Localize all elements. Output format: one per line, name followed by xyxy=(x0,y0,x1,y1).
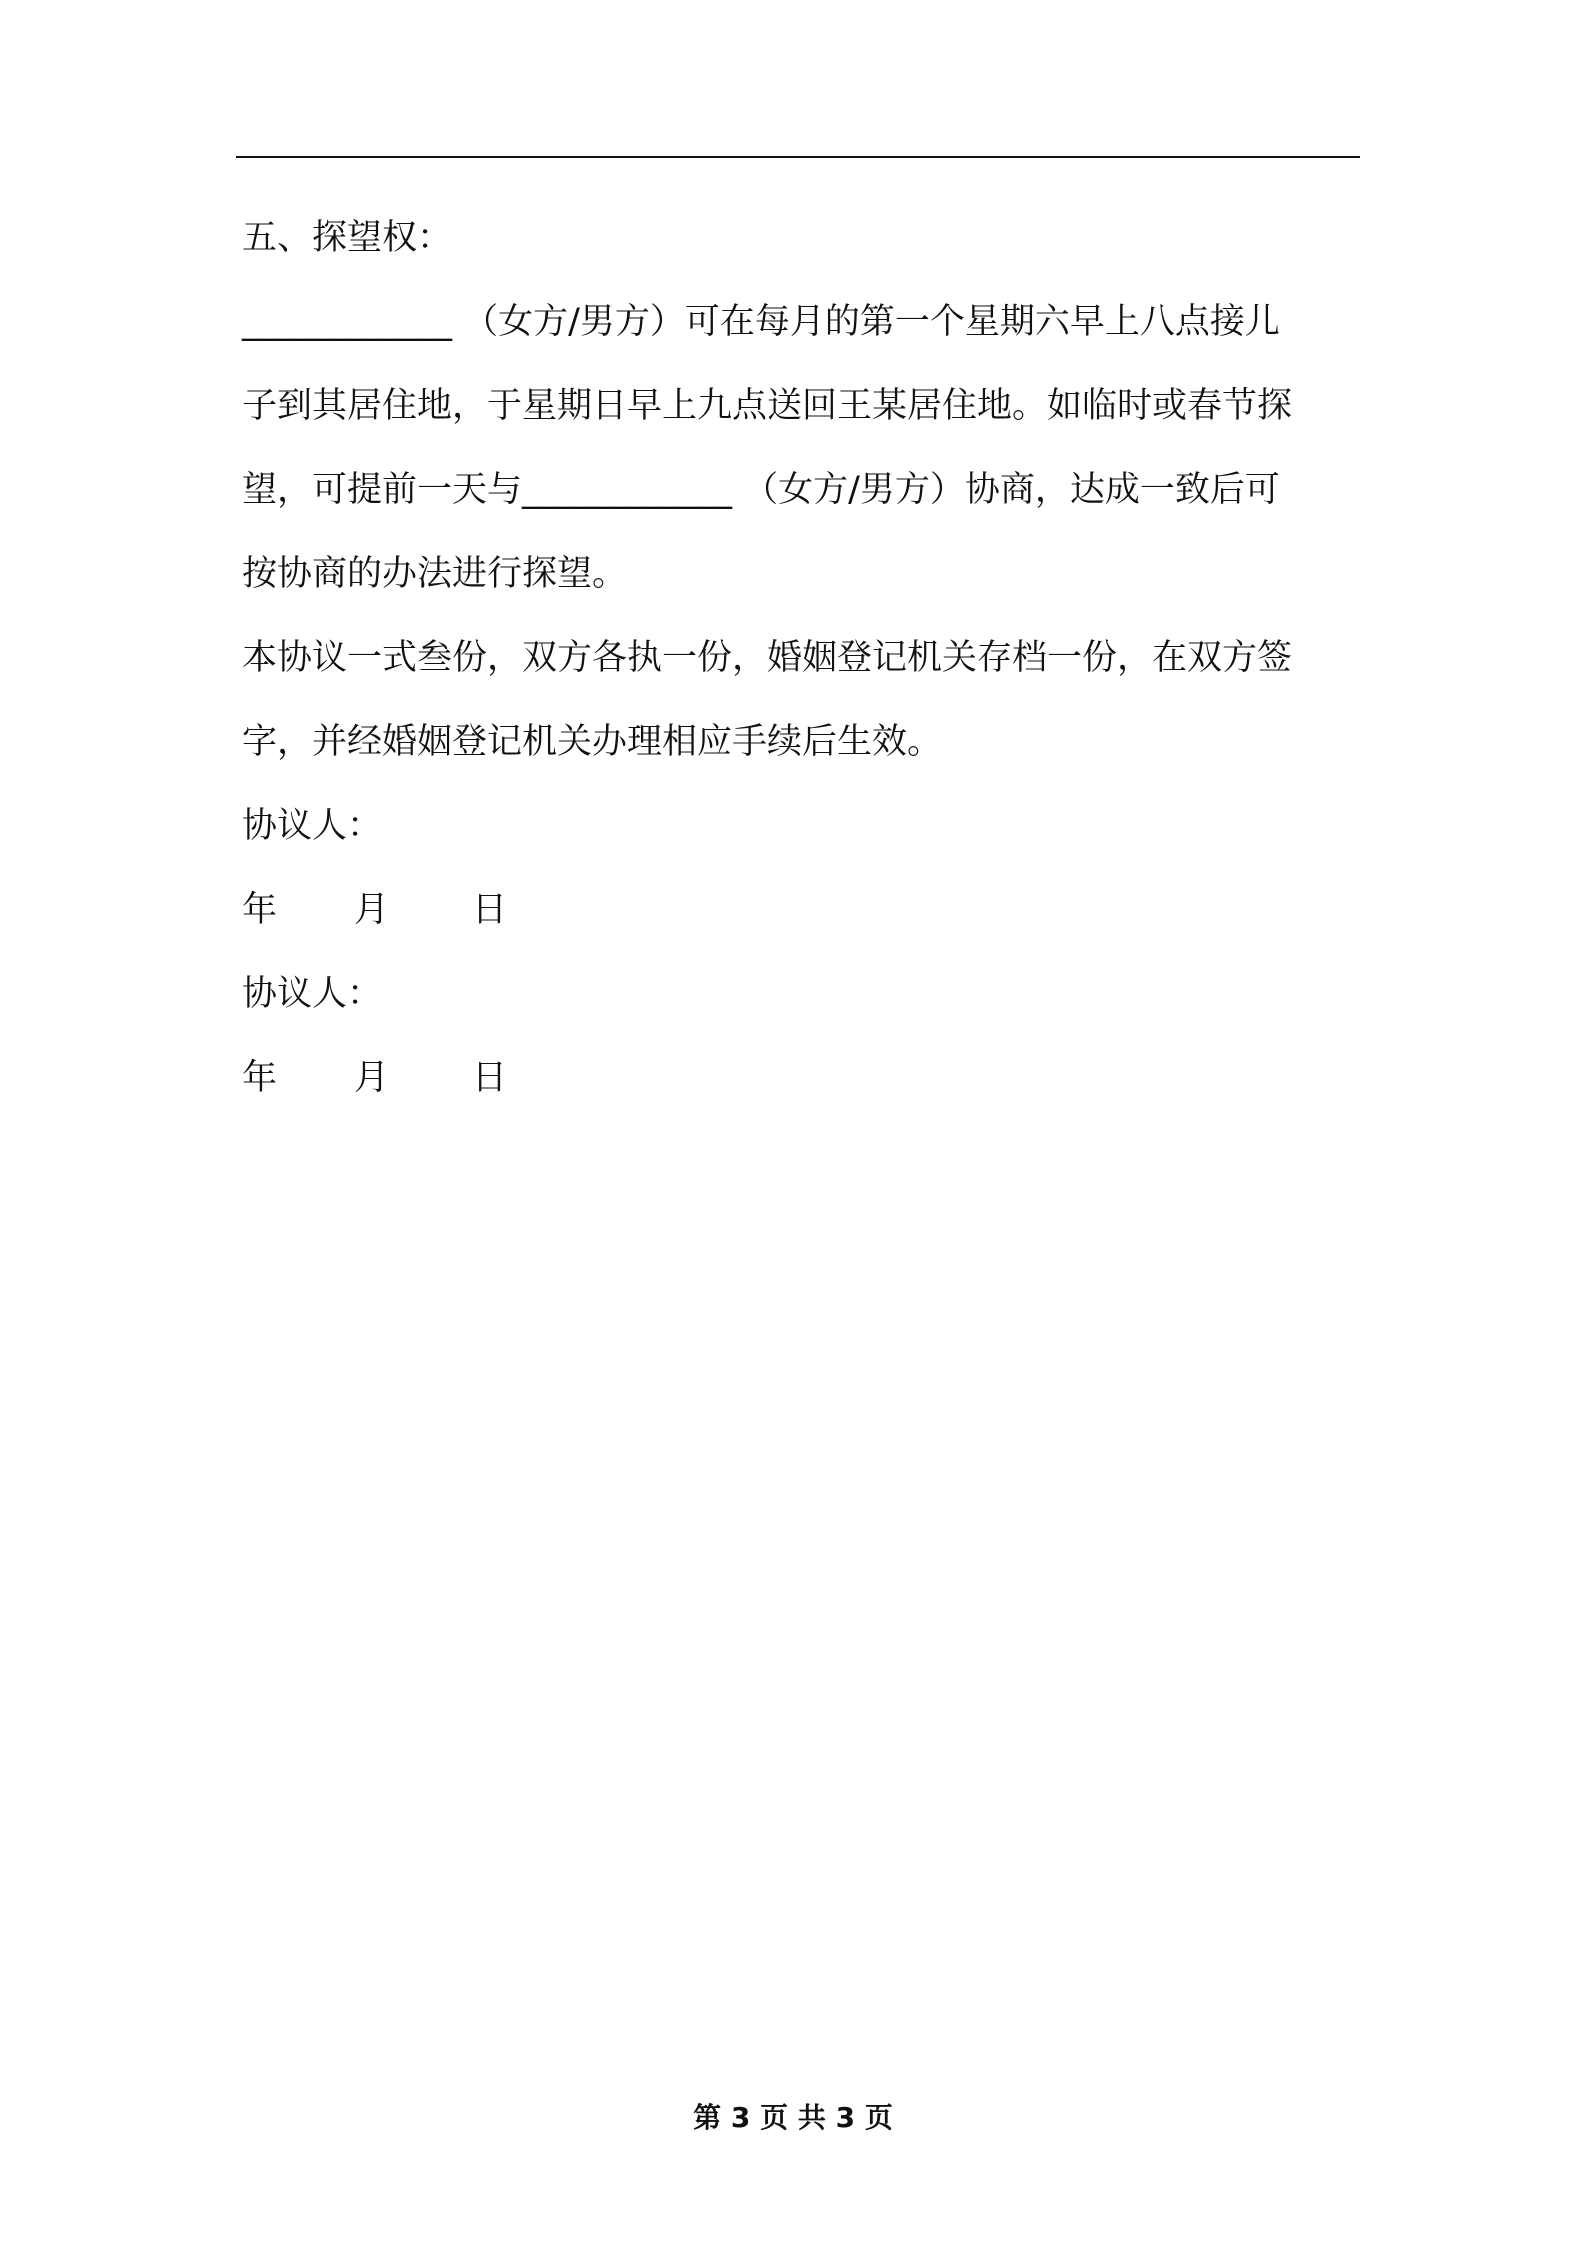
paragraph-line: ____________ （女方/男方）可在每月的第一个星期六早上八点接儿 xyxy=(242,302,1280,342)
signatory-label: 协议人： xyxy=(242,974,383,1014)
date-year: 年 xyxy=(242,890,278,930)
signature-date xyxy=(242,868,1360,952)
section-heading: 五、探望权： xyxy=(242,218,453,258)
header-divider xyxy=(236,156,1360,158)
date-year: 年 xyxy=(242,1058,278,1098)
paragraph-line: 望，可提前一天与____________ （女方/男方）协商，达成一致后可 xyxy=(242,470,1280,510)
paragraph-line: 子到其居住地，于星期日早上九点送回王某居住地。如临时或春节探 xyxy=(242,386,1293,426)
date-day: 日 xyxy=(472,1058,508,1098)
paragraph-line: 字，并经婚姻登记机关办理相应手续后生效。 xyxy=(242,722,943,762)
paragraph-line: 本协议一式叁份，双方各执一份，婚姻登记机关存档一份，在双方签 xyxy=(242,638,1293,678)
document-body xyxy=(242,196,1360,1120)
paragraph-line: 按协商的办法进行探望。 xyxy=(242,554,628,594)
signature-date xyxy=(242,1036,1360,1120)
page-number: 第 3 页 共 3 页 xyxy=(693,2101,893,2134)
date-month: 月 xyxy=(354,1058,390,1098)
signatory-label: 协议人： xyxy=(242,806,383,846)
date-day: 日 xyxy=(472,890,508,930)
date-month: 月 xyxy=(354,890,390,930)
